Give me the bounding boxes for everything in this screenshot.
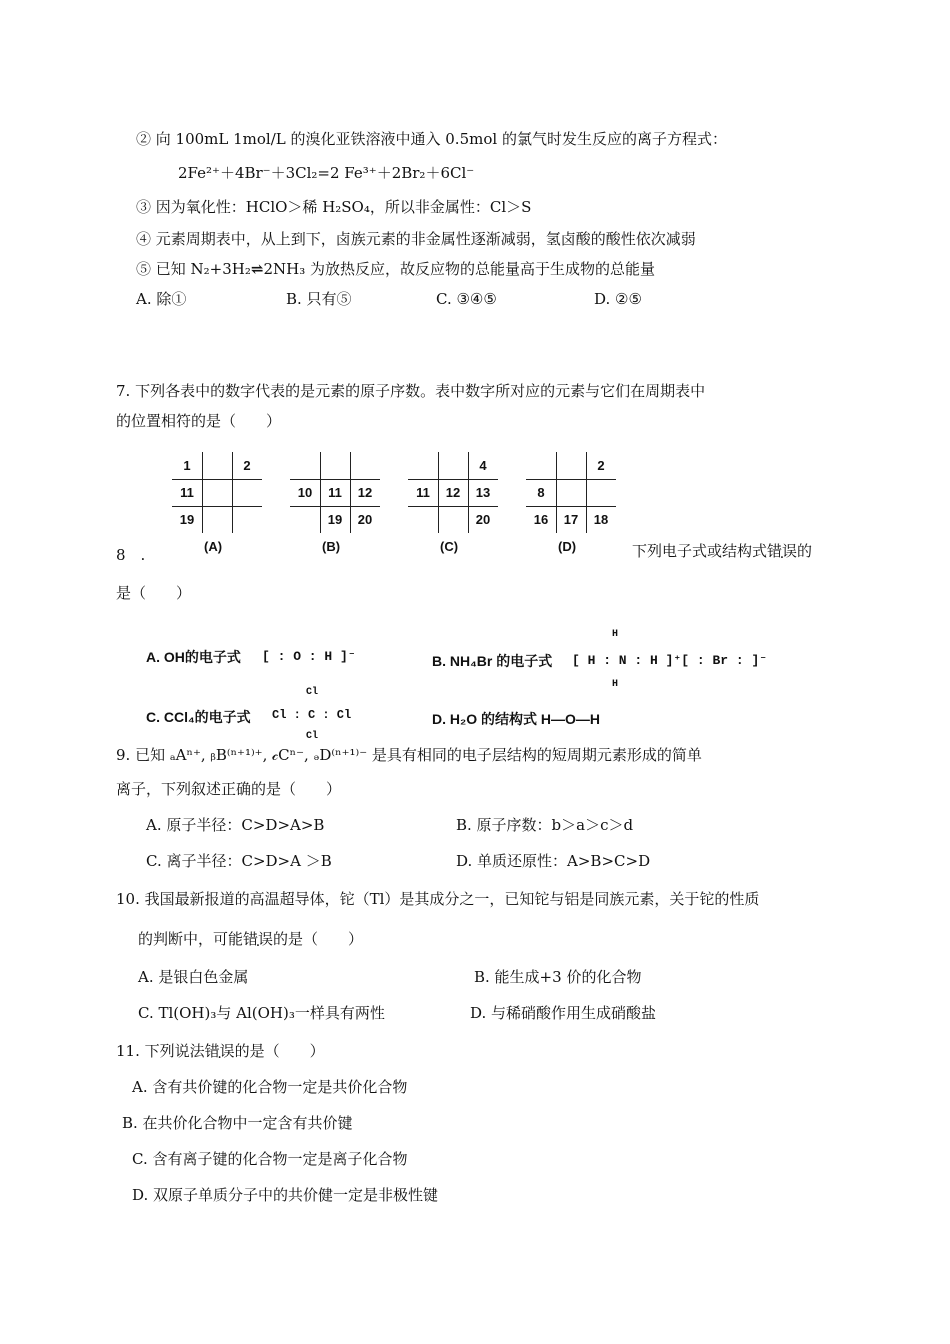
table-cell: 2 (243, 458, 251, 473)
table-cell: 10 (297, 485, 313, 500)
q6-item2-equation: 2Fe²⁺＋4Br⁻＋3Cl₂=2 Fe³⁺＋2Br₂＋6Cl⁻ (178, 164, 475, 182)
table-cell: 2 (597, 458, 605, 473)
q8-option-a-label: A. OH的电子式 (146, 649, 241, 665)
table-label: (B) (322, 539, 341, 554)
table-cell: 20 (475, 512, 491, 527)
table-cell: 20 (357, 512, 373, 527)
table-cell: 19 (327, 512, 343, 527)
q11-stem-pre: 11. 下列说法 (116, 1042, 205, 1060)
q6-option-b: B. 只有⑤ (286, 290, 352, 308)
table-label: (C) (440, 539, 459, 554)
periodic-table-a (172, 452, 262, 533)
table-cell: 16 (533, 512, 549, 527)
table-cell: 11 (180, 485, 194, 500)
q10-stem-post: 的是（ ） (273, 930, 364, 948)
q10-option-a: A. 是银白色金属 (138, 968, 249, 986)
table-cell: 8 (537, 485, 545, 500)
grid-line (526, 506, 616, 507)
q10-stem-line1: 10. 我国最新报道的高温超导体，铊（Tl）是其成分之一，已知铊与铝是同族元素，关于铊的性质 (116, 890, 760, 908)
q11-stem (116, 1040, 325, 1062)
grid-line (202, 452, 203, 533)
q8-stem-post: 的 (797, 542, 813, 560)
q8-option-c-top-cl: Cl (306, 687, 319, 698)
table-cell: 12 (445, 485, 461, 500)
q8-option-b-formula: [ H : N : H ]⁺[ : Br : ]⁻ (572, 653, 768, 668)
grid-line (408, 479, 498, 480)
grid-line (526, 479, 616, 480)
q9-option-b: B. 原子序数：b＞a＞c＞d (456, 816, 634, 834)
table-cell: 12 (357, 485, 373, 500)
q6-option-a: A. 除① (136, 290, 187, 308)
table-cell: 4 (479, 458, 487, 473)
q10-stem-pre: 的判断中，可能 (138, 930, 244, 948)
q8-option-b-bottom-h: H (612, 679, 619, 690)
q8-number: 8 . (116, 546, 146, 564)
q10-stem-emphasis: 错误 (243, 930, 274, 948)
q6-item2-text: ② 向 100mL 1mol/L 的溴化亚铁溶液中通入 0.5mol 的氯气时发生反应的离子方程式： (136, 130, 727, 148)
q9-stem-line1: 9. 已知 ₐAⁿ⁺, ᵦB⁽ⁿ⁺¹⁾⁺, 𝒸Cⁿ⁻, ₔD⁽ⁿ⁺¹⁾⁻ 是具有相同的电子层结构的短周期元素形成的简单 (116, 746, 702, 764)
q6-option-c: C. ③④⑤ (436, 290, 497, 308)
q9-stem-line2: 离子，下列叙述正确的是（ ） (116, 780, 342, 798)
q9-option-d: D. 单质还原性：A>B>C>D (456, 852, 651, 870)
q8-option-c-formula: Cl : C : Cl (272, 708, 352, 722)
q10-stem-line2 (138, 928, 363, 950)
q9-option-a: A. 原子半径：C>D>A>B (146, 816, 325, 834)
q11-stem-emphasis: 错误 (204, 1042, 235, 1060)
q10-option-c: C. Tl(OH)₃与 Al(OH)₃一样具有两性 (138, 1004, 385, 1022)
q6-item5-pre: ⑤ 已知 N₂+3H₂ (136, 260, 251, 278)
q8-option-b-label: B. NH₄Br 的电子式 (432, 653, 553, 669)
grid-line (290, 479, 380, 480)
q10-option-b: B. 能生成+3 价的化合物 (474, 968, 642, 986)
q8-option-c-label: C. CCl₄的电子式 (146, 709, 251, 725)
q11-stem-post: 的是（ ） (234, 1042, 325, 1060)
q11-option-c: C. 含有离子键的化合物一定是离子化合物 (132, 1150, 408, 1168)
q6-item4: ④ 元素周期表中，从上到下，卤族元素的非金属性逐渐减弱，氢卤酸的酸性依次减弱 (136, 230, 696, 248)
periodic-table-b (290, 452, 380, 533)
periodic-table-d (526, 452, 616, 533)
table-cell: 13 (475, 485, 491, 500)
grid-line (172, 479, 262, 480)
q11-option-d: D. 双原子单质分子中的共价健一定是非极性键 (132, 1186, 439, 1204)
table-cell: 1 (183, 458, 191, 473)
periodic-table-c (408, 452, 498, 533)
q6-item3: ③ 因为氧化性：HClO＞稀 H₂SO₄，所以非金属性：Cl＞S (136, 198, 532, 216)
q6-item5-post: 2NH₃ 为放热反应，故反应物的总能量高于生成物的总能量 (263, 260, 656, 278)
q6-option-d: D. ②⑤ (594, 290, 642, 308)
q9-option-c: C. 离子半径：C>D>A ＞B (146, 852, 332, 870)
q8-option-a-formula: [ : O : H ]⁻ (262, 649, 356, 664)
q11-option-b: B. 在共价化合物中一定含有共价键 (122, 1114, 353, 1132)
q8-option-c-bottom-cl: Cl (306, 731, 319, 742)
grid-line (290, 506, 380, 507)
q8-stem-right (632, 540, 812, 562)
q8-option-d: D. H₂O 的结构式 H—O—H (432, 711, 600, 727)
table-cell: 17 (563, 512, 579, 527)
table-label: (D) (558, 539, 577, 554)
q8-stem-pre: 下列电子式或结构式 (632, 542, 768, 560)
q8-stem-line2: 是（ ） (116, 584, 192, 602)
q10-option-d: D. 与稀硝酸作用生成硝酸盐 (470, 1004, 657, 1022)
table-label: (A) (204, 539, 223, 554)
table-cell: 11 (416, 485, 430, 500)
table-cell: 19 (179, 512, 195, 527)
q7-stem-line2: 的位置相符的是（ ） (116, 412, 282, 430)
grid-line (172, 506, 262, 507)
q8-stem-emphasis: 错误 (767, 542, 798, 560)
table-cell: 11 (328, 485, 342, 500)
q11-option-a: A. 含有共价键的化合物一定是共价化合物 (132, 1078, 408, 1096)
q7-stem-line1: 7. 下列各表中的数字代表的是元素的原子序数。表中数字所对应的元素与它们在周期表中 (116, 382, 706, 400)
q6-item5 (136, 258, 655, 280)
equilibrium-arrow-icon: ⇌ (250, 260, 264, 278)
grid-line (408, 506, 498, 507)
table-cell: 18 (593, 512, 609, 527)
q8-option-b-top-h: H (612, 629, 619, 640)
